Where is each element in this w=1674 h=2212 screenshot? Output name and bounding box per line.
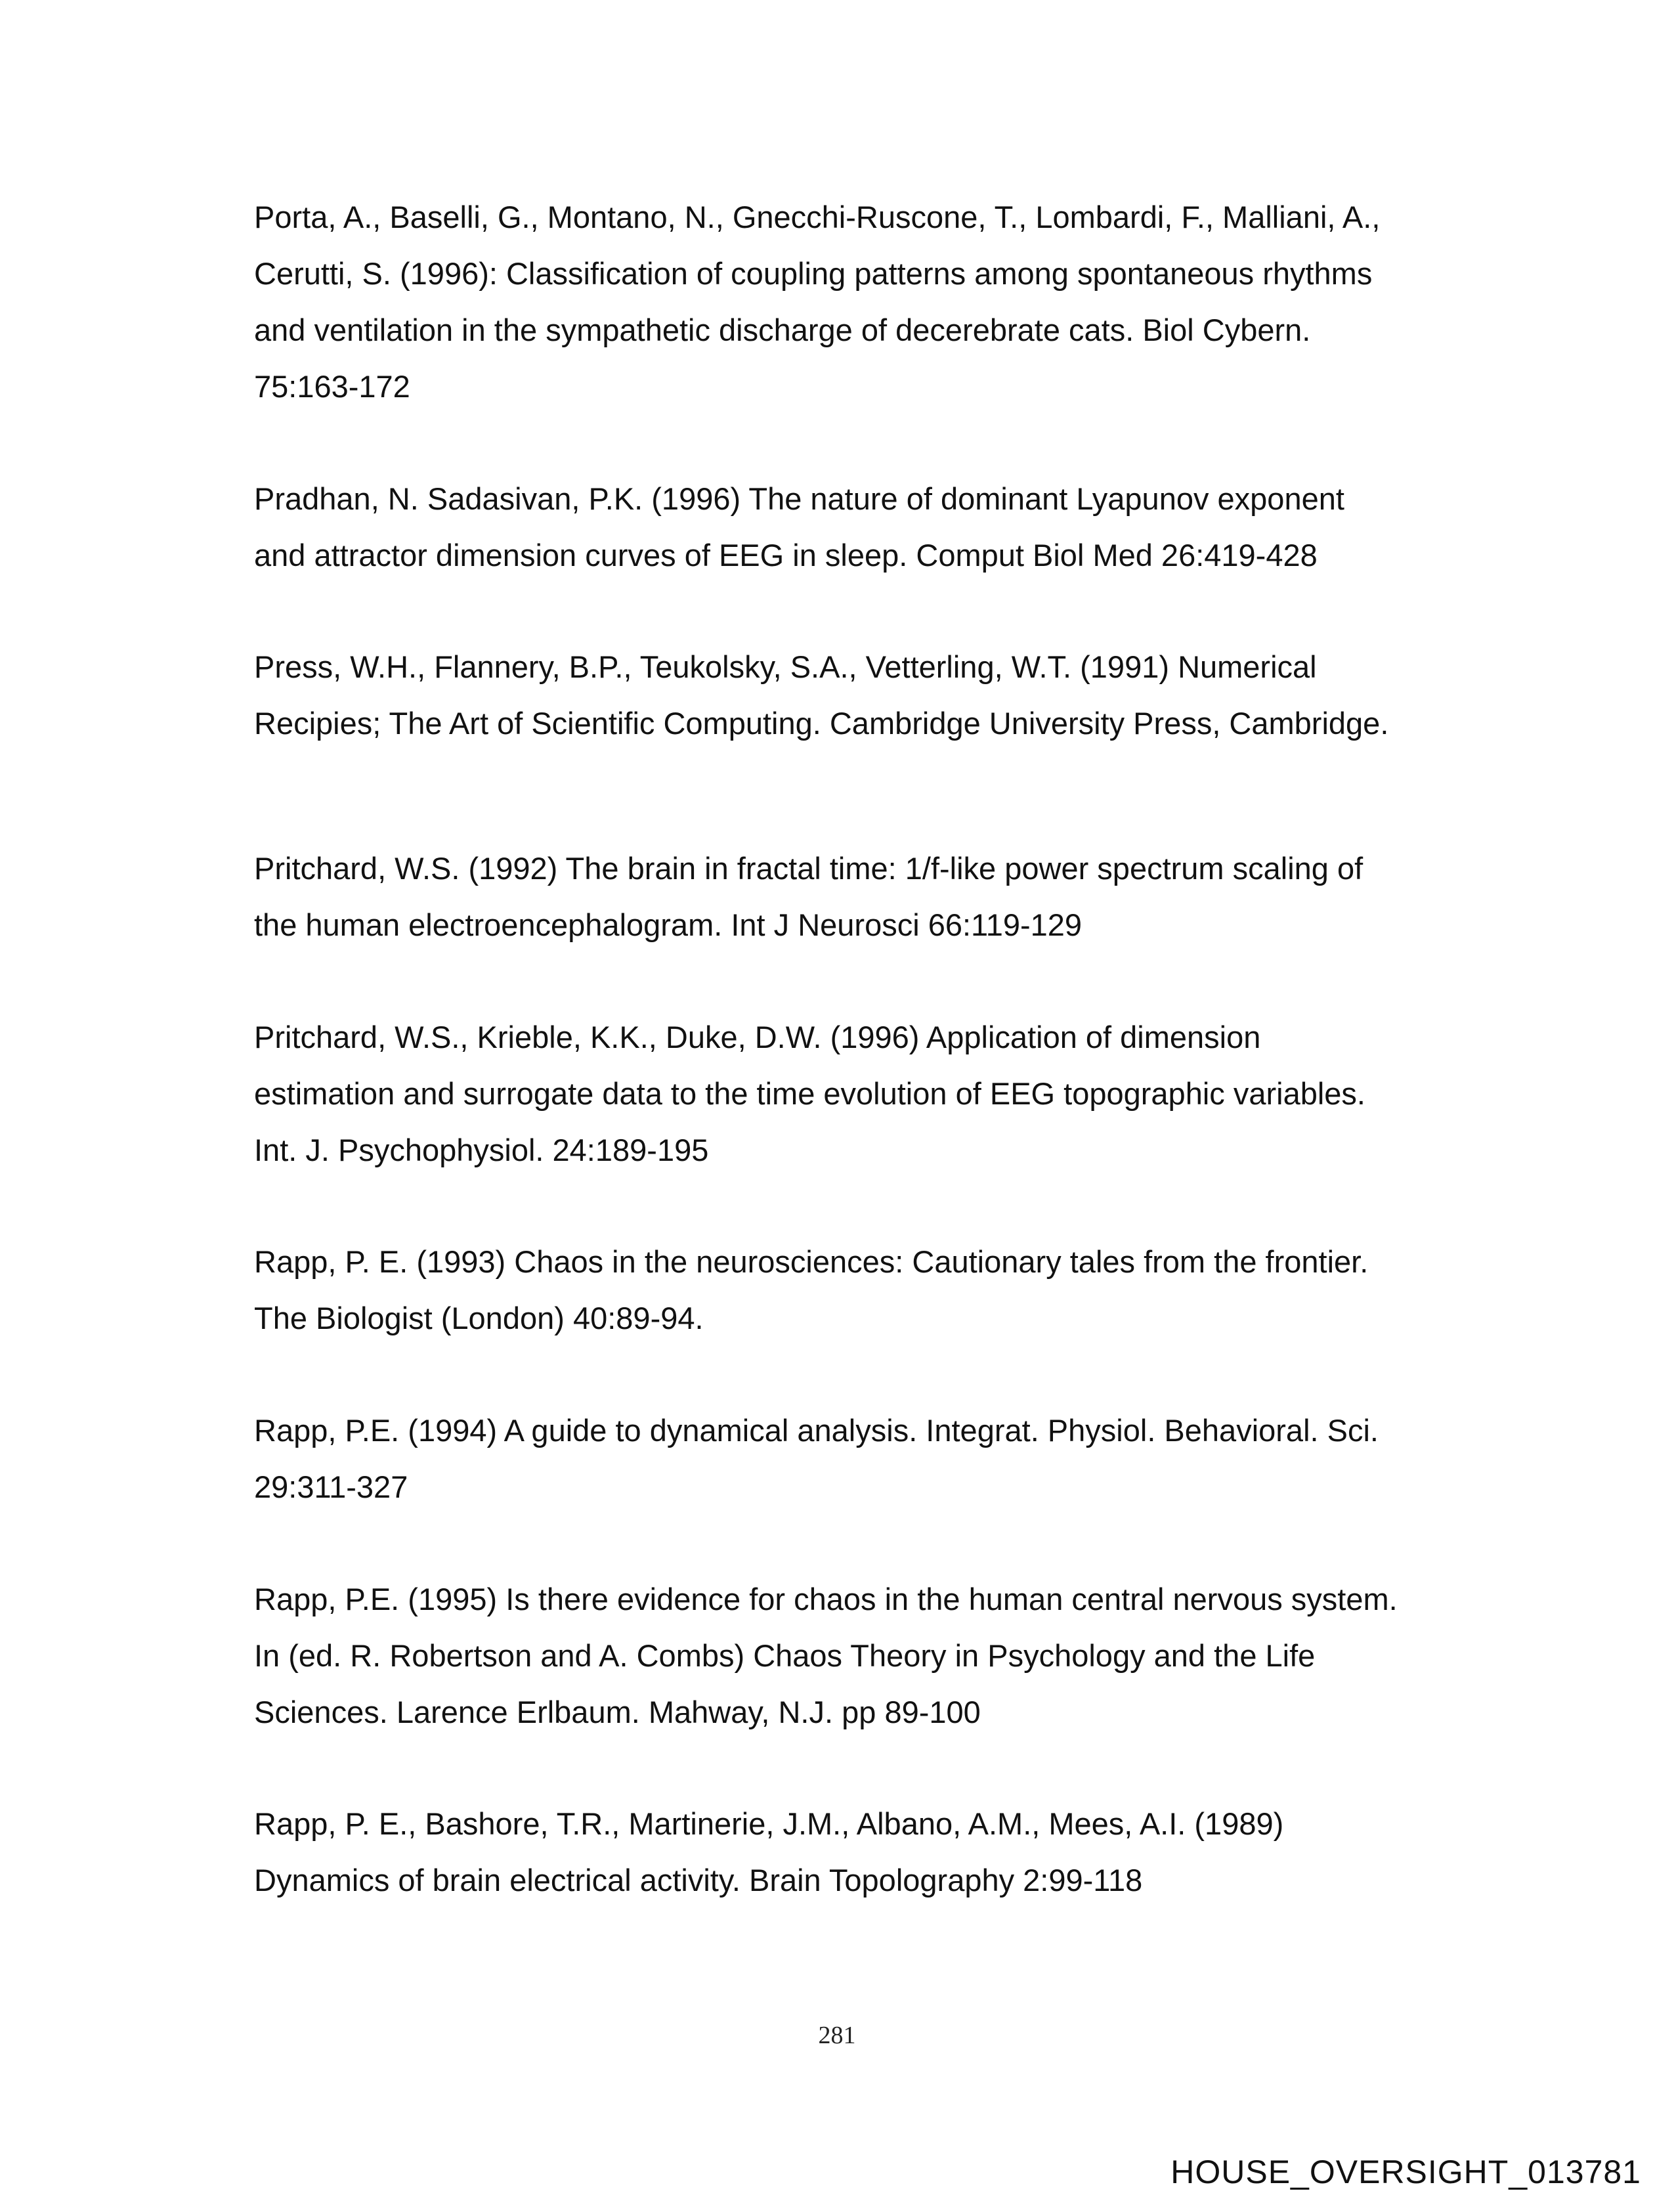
reference-line: The Biologist (London) 40:89-94. — [254, 1301, 704, 1335]
reference-line: In (ed. R. Robertson and A. Combs) Chaos Theory in Psychology and the Life — [254, 1638, 1316, 1673]
reference-rapp-1989 — [254, 1796, 1541, 1909]
reference-line: and attractor dimension curves of EEG in sleep. Comput Biol Med 26:419-428 — [254, 538, 1318, 573]
reference-pritchard-1992 — [254, 840, 1541, 953]
reference-line: and ventilation in the sympathetic discharge of decerebrate cats. Biol Cybern. — [254, 313, 1311, 347]
reference-pritchard-1996 — [254, 1009, 1541, 1179]
reference-line: Pritchard, W.S., Krieble, K.K., Duke, D.W. (1996) Application of dimension — [254, 1020, 1261, 1054]
reference-rapp-1993 — [254, 1234, 1541, 1347]
reference-line: Rapp, P.E. (1994) A guide to dynamical analysis. Integrat. Physiol. Behavioral. Sci. — [254, 1413, 1379, 1448]
reference-line: estimation and surrogate data to the time evolution of EEG topographic variables. — [254, 1076, 1365, 1111]
reference-line: Cerutti, S. (1996): Classification of coupling patterns among spontaneous rhythms — [254, 256, 1373, 291]
reference-line: Int. J. Psychophysiol. 24:189-195 — [254, 1133, 709, 1167]
reference-line: 29:311-327 — [254, 1469, 408, 1504]
reference-line: Pritchard, W.S. (1992) The brain in fractal time: 1/f-like power spectrum scaling of — [254, 851, 1363, 886]
reference-press-1991 — [254, 639, 1541, 752]
reference-line: Porta, A., Baselli, G., Montano, N., Gnecchi-Ruscone, T., Lombardi, F., Malliani, A., — [254, 200, 1381, 234]
reference-line: Pradhan, N. Sadasivan, P.K. (1996) The nature of dominant Lyapunov exponent — [254, 481, 1344, 516]
reference-line: Recipies; The Art of Scientific Computing. Cambridge University Press, Cambridge. — [254, 706, 1389, 741]
reference-line: Rapp, P. E. (1993) Chaos in the neurosciences: Cautionary tales from the frontier. — [254, 1244, 1369, 1279]
reference-porta-1996 — [254, 189, 1541, 415]
reference-rapp-1994 — [254, 1402, 1541, 1515]
reference-line: Dynamics of brain electrical activity. Brain Topolography 2:99-118 — [254, 1863, 1143, 1898]
page-number: 281 — [818, 2022, 856, 2049]
reference-line: Rapp, P.E. (1995) Is there evidence for chaos in the human central nervous system. — [254, 1582, 1398, 1616]
reference-line: Sciences. Larence Erlbaum. Mahway, N.J. pp 89-100 — [254, 1695, 981, 1729]
reference-line: the human electroencephalogram. Int J Neurosci 66:119-129 — [254, 907, 1083, 942]
reference-line: 75:163-172 — [254, 369, 410, 404]
reference-line: Rapp, P. E., Bashore, T.R., Martinerie, J.M., Albano, A.M., Mees, A.I. (1989) — [254, 1806, 1284, 1841]
bates-number: HOUSE_OVERSIGHT_013781 — [1170, 2154, 1641, 2190]
reference-line: Press, W.H., Flannery, B.P., Teukolsky, S.A., Vetterling, W.T. (1991) Numerical — [254, 649, 1317, 684]
reference-pradhan-1996 — [254, 471, 1541, 584]
reference-rapp-1995 — [254, 1571, 1541, 1741]
